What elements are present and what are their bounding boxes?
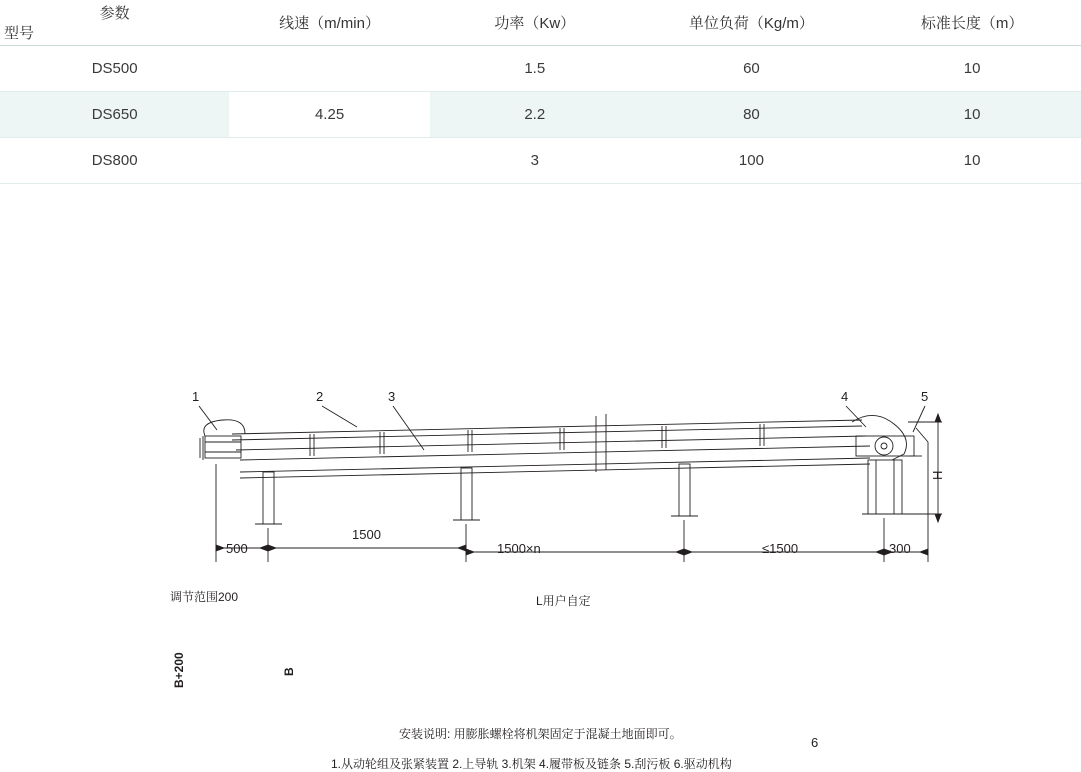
- table-header-row: [0, 0, 1081, 46]
- header-param-label: 参数: [99, 5, 130, 22]
- specification-table: [0, 0, 1081, 184]
- cell-load: 60: [640, 46, 864, 92]
- cell-load: 80: [640, 92, 864, 138]
- dim-adjust-range: 调节范围200: [170, 590, 239, 604]
- cell-model: DS650: [0, 92, 229, 138]
- dim-length-user: L用户自定: [536, 594, 591, 608]
- dim-300: 300: [889, 541, 911, 556]
- legend-note: 1.从动轮组及张紧装置 2.上导轨 3.机架 4.履带板及链条 5.刮污板 6.驱动机构: [331, 757, 732, 771]
- table-body: [0, 46, 1081, 184]
- cell-length: 10: [863, 46, 1081, 92]
- dim-H: H: [930, 470, 945, 480]
- dim-B-plus-200: B+200: [172, 652, 186, 688]
- header-model-label: 型号: [4, 25, 35, 42]
- callout-3: 3: [388, 389, 396, 404]
- header-length: 标准长度（m）: [863, 0, 1081, 46]
- header-speed: 线速（m/min）: [229, 0, 430, 46]
- cell-power: 1.5: [430, 46, 640, 92]
- callout-4: 4: [841, 389, 849, 404]
- table-row: [0, 92, 1081, 138]
- cell-length: 10: [863, 92, 1081, 138]
- cell-speed: 4.25: [229, 92, 430, 138]
- header-load: 单位负荷（Kg/m）: [640, 0, 864, 46]
- cell-length: 10: [863, 138, 1081, 184]
- cell-model: DS500: [0, 46, 229, 92]
- dim-le-1500: ≤1500: [762, 541, 799, 556]
- callout-5: 5: [921, 389, 929, 404]
- cell-power: 3: [430, 138, 640, 184]
- table-row: [0, 46, 1081, 92]
- callout-6: 6: [811, 735, 819, 750]
- callout-2: 2: [316, 389, 324, 404]
- cell-speed: [229, 46, 430, 92]
- table-head: [0, 0, 1081, 46]
- install-note: 安装说明: 用膨胀螺栓将机架固定于混凝土地面即可。: [399, 727, 682, 741]
- technical-drawing: [0, 184, 1081, 771]
- cell-model: DS800: [0, 138, 229, 184]
- cell-load: 100: [640, 138, 864, 184]
- callout-1: 1: [192, 389, 200, 404]
- header-model-param: [0, 0, 229, 46]
- table-row: [0, 138, 1081, 184]
- dim-1500n: 1500×n: [497, 541, 541, 556]
- dim-500: 500: [226, 541, 248, 556]
- cell-speed: [229, 138, 430, 184]
- header-power: 功率（Kw）: [430, 0, 640, 46]
- cell-power: 2.2: [430, 92, 640, 138]
- dim-1500: 1500: [352, 527, 381, 542]
- dim-B: B: [282, 667, 296, 676]
